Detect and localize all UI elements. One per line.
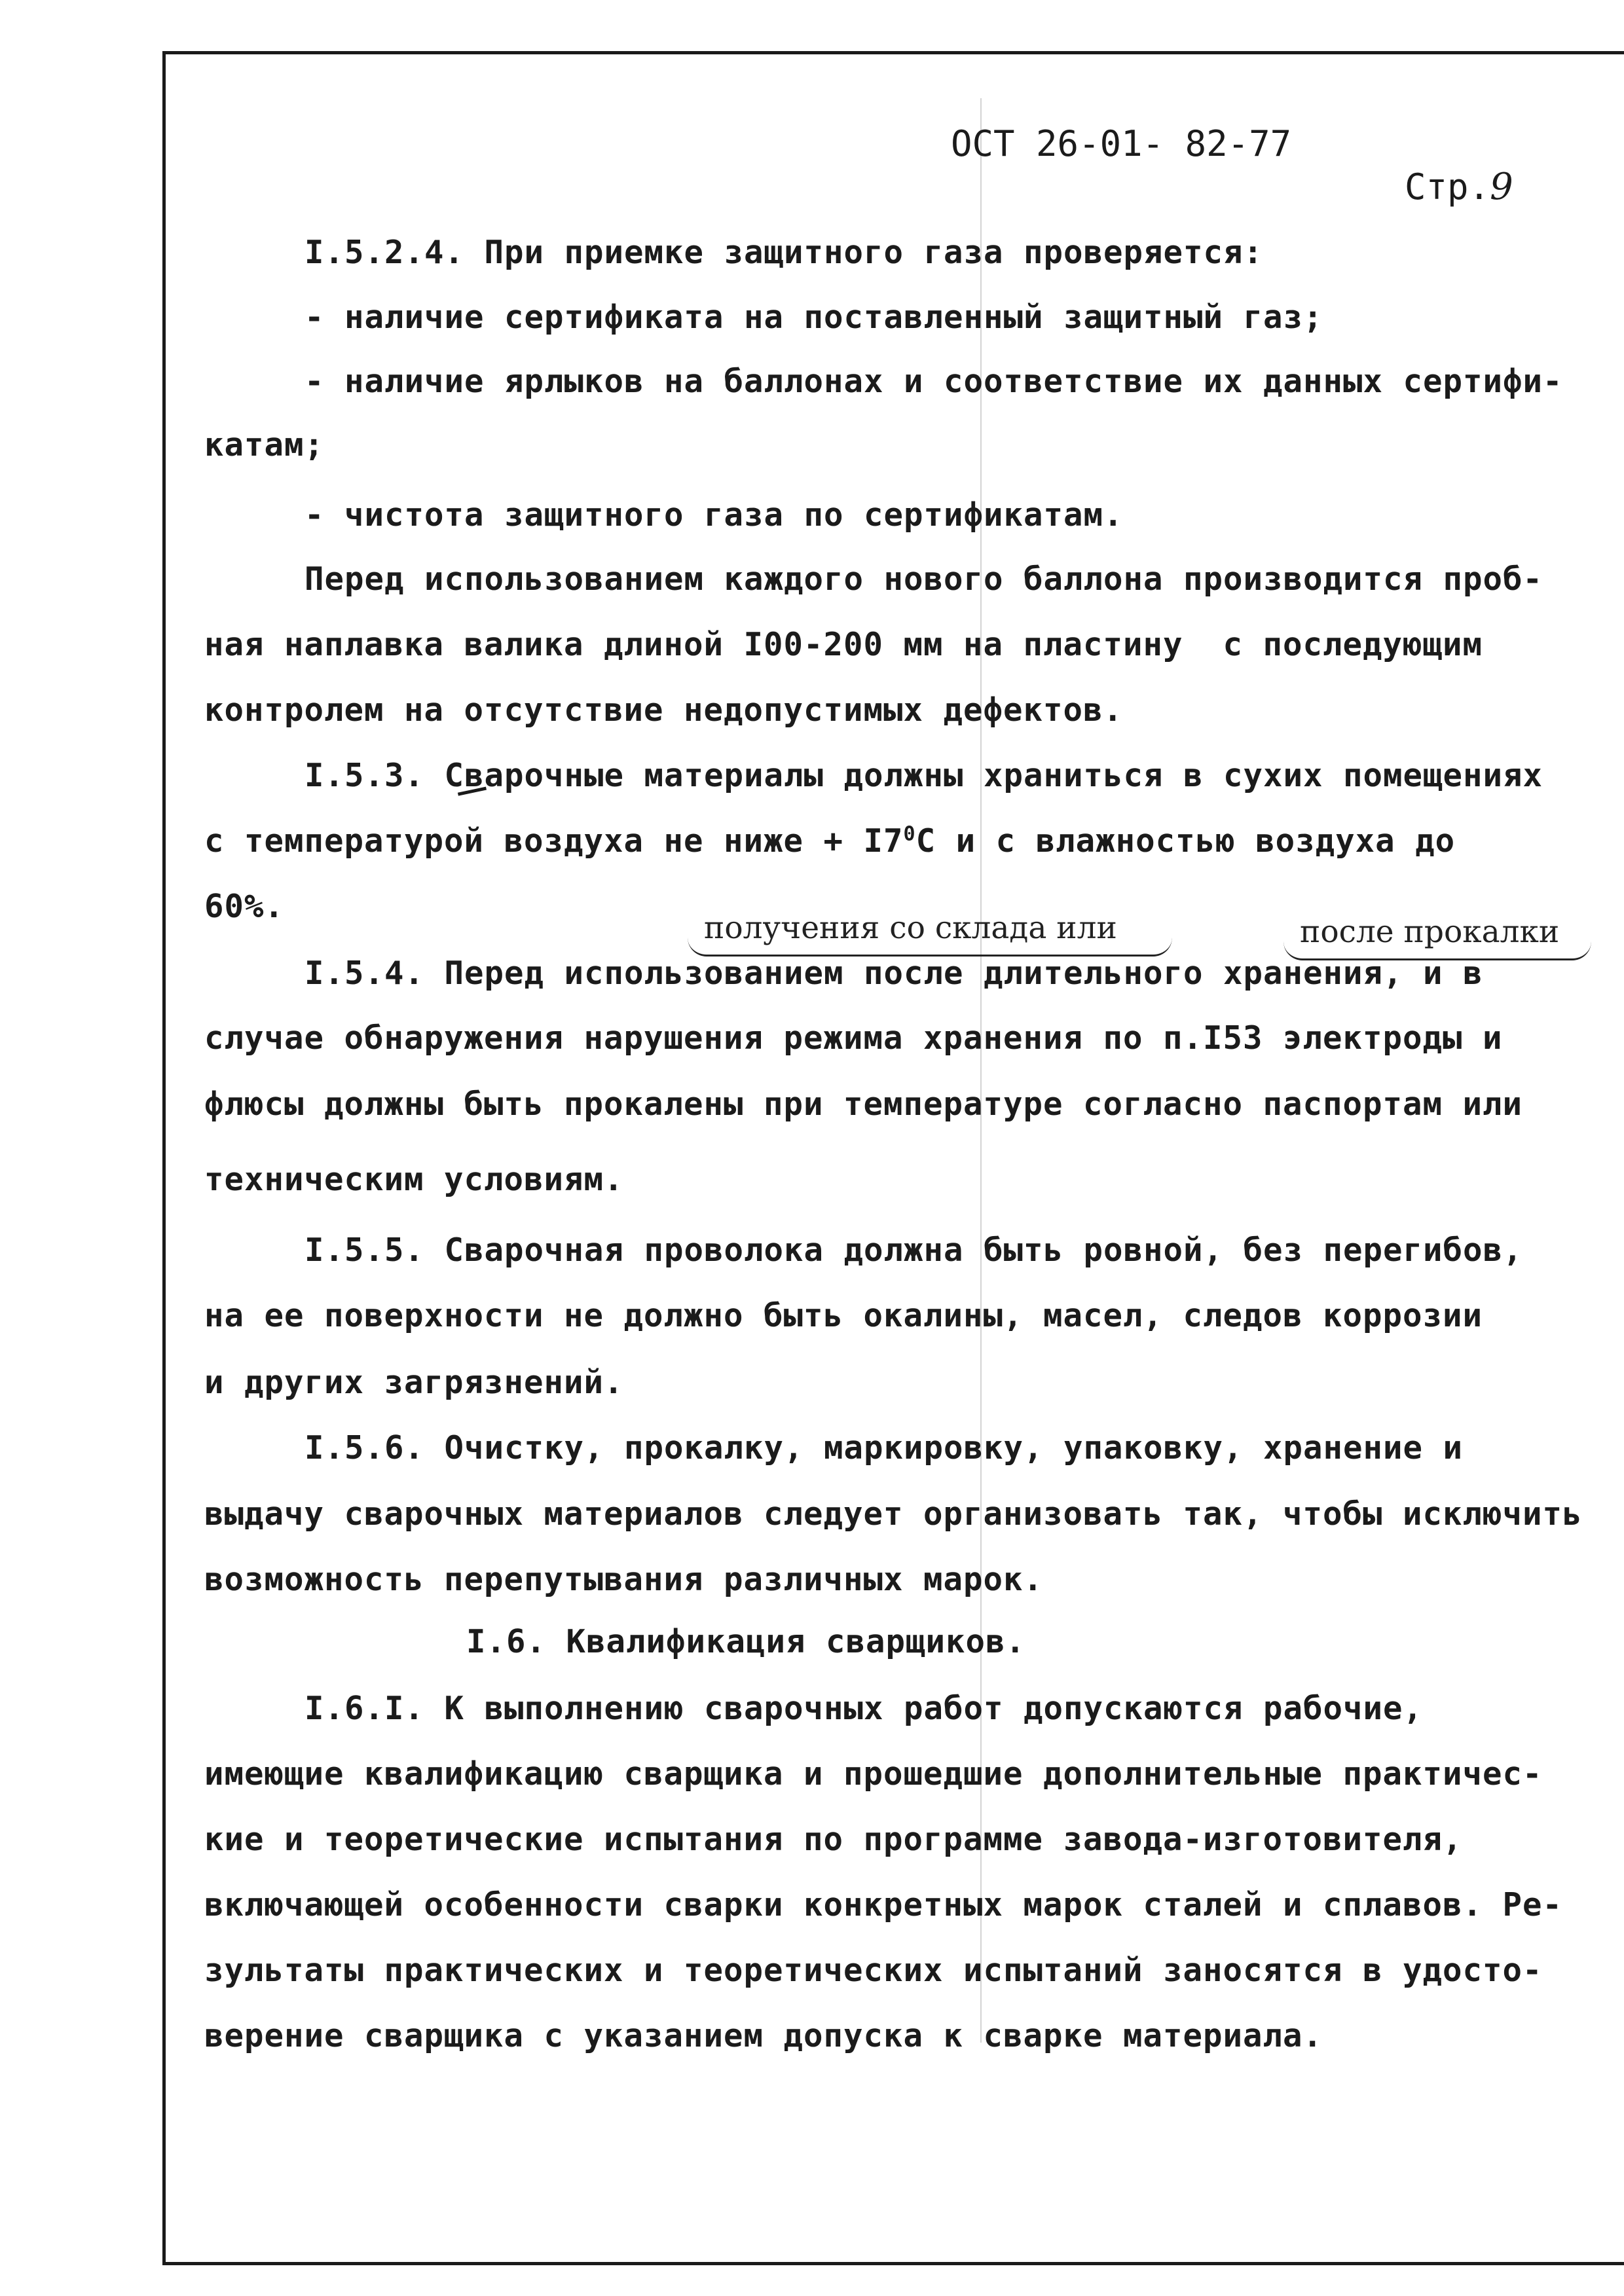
- text-line: верение сварщика с указанием допуска к сварке материала.: [204, 2017, 1323, 2054]
- text-line: на ее поверхности не должно быть окалины, масел, следов коррозии: [204, 1297, 1483, 1334]
- text-line: Перед использованием каждого нового баллона производится проб-: [304, 560, 1543, 598]
- handwritten-insert: после прокалки: [1300, 914, 1560, 950]
- text-line: - наличие сертификата на поставленный защитный газ;: [304, 299, 1323, 336]
- text-line: I.5.2.4. При приемке защитного газа проверяется:: [304, 234, 1264, 271]
- text-line: I.5.4. Перед использованием после длительного хранения, и в: [304, 955, 1483, 992]
- text-line: I.5.3. Сварочные материалы должны храниться в сухих помещениях: [304, 757, 1543, 794]
- text-line: I.6.I. К выполнению сварочных работ допускаются рабочие,: [304, 1690, 1424, 1727]
- document-code: ОСТ 26-01- 82-77: [951, 123, 1292, 164]
- section-heading: I.6. Квалификация сварщиков.: [466, 1623, 1026, 1660]
- text-line: техническим условиям.: [204, 1161, 624, 1198]
- text-line: и других загрязнений.: [204, 1364, 624, 1401]
- text-line: контролем на отсутствие недопустимых дефектов.: [204, 691, 1124, 729]
- text-line: катам;: [204, 426, 325, 464]
- text-line: возможность перепутывания различных марок.: [204, 1561, 1044, 1598]
- page-prefix: Стр.: [1405, 166, 1490, 208]
- handwritten-insert: получения со склада или: [704, 910, 1117, 946]
- text-line: I.5.6. Очистку, прокалку, маркировку, упаковку, хранение и: [304, 1429, 1464, 1467]
- text-line: кие и теоретические испытания по программе завода-изготовителя,: [204, 1821, 1463, 1858]
- text-line: имеющие квалификацию сварщика и прошедшие дополнительные практичес-: [204, 1755, 1543, 1793]
- text-line: выдачу сварочных материалов следует организовать так, чтобы исключить: [204, 1495, 1583, 1533]
- text-line: - чистота защитного газа по сертификатам.: [304, 496, 1124, 534]
- text-line: ная наплавка валика длиной I00-200 мм на пластину с последующим: [204, 626, 1483, 663]
- page-label: [1362, 128, 1513, 207]
- degree-sign: 0: [903, 822, 916, 846]
- text-line: включающей особенности сварки конкретных марок сталей и сплавов. Ре-: [204, 1886, 1563, 1923]
- text-line: I.5.5. Сварочная проволока должна быть ровной, без перегибов,: [304, 1231, 1523, 1269]
- page-number: 9: [1490, 166, 1513, 208]
- text-line: 60%.: [204, 888, 285, 925]
- text-line: случае обнаружения нарушения режима хранения по п.I53 электроды и: [204, 1019, 1503, 1057]
- text-segment: с температурой воздуха не ниже + I7: [204, 822, 904, 860]
- text-line: - наличие ярлыков на баллонах и соответствие их данных сертифи-: [304, 363, 1563, 400]
- text-line: зультаты практических и теоретических испытаний заносятся в удосто-: [204, 1952, 1543, 1989]
- text-segment: C и с влажностью воздуха до: [915, 822, 1456, 860]
- text-line: флюсы должны быть прокалены при температуре согласно паспортам или: [204, 1085, 1523, 1123]
- text-line: [204, 822, 1455, 861]
